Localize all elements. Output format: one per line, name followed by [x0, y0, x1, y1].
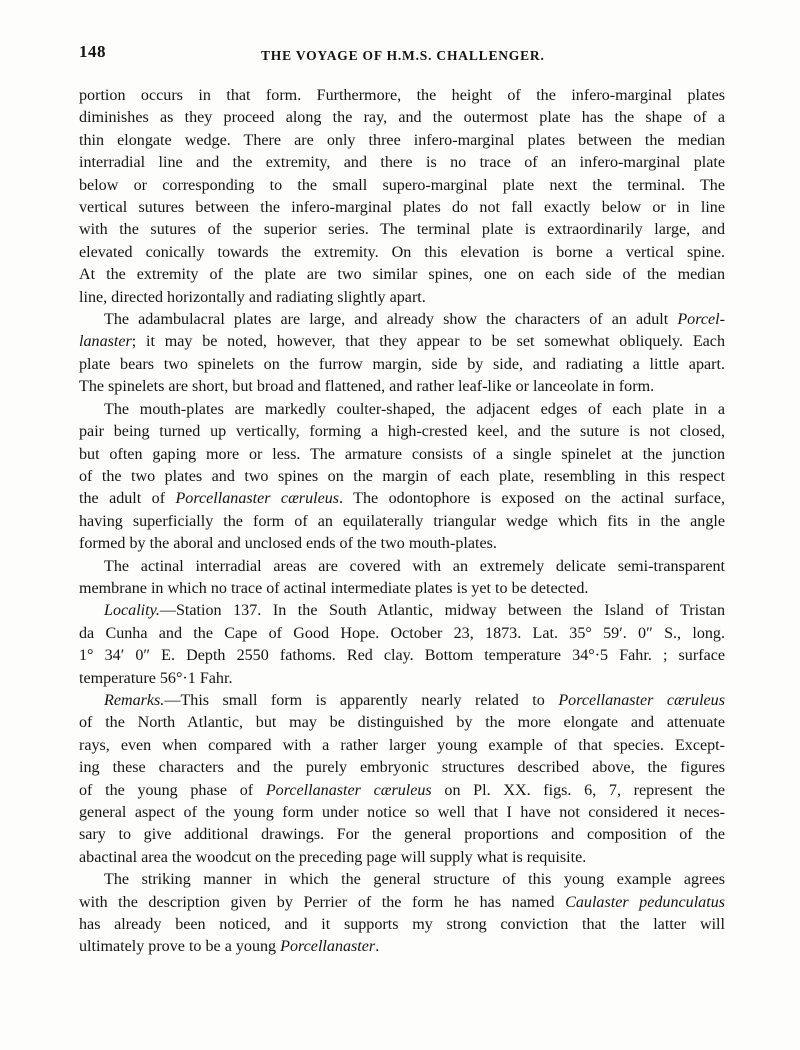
text-line: of the young phase of Porcellanaster cæruleus on Pl. XX. figs. 6, 7, represent the	[79, 781, 726, 799]
paragraph	[79, 600, 725, 690]
text-line: with the description given by Perrier of the form he has named Caulaster pedunculatus	[79, 893, 725, 911]
text-line: 1° 34′ 0″ E. Depth 2550 fathoms. Red clay. Bottom temperature 34°·5 Fahr. ; surface	[79, 647, 725, 665]
page-number: 148	[79, 42, 106, 61]
paragraph	[79, 399, 725, 556]
text-line: At the extremity of the plate are two similar spines, one on each side of the median	[79, 266, 725, 284]
text-line: sary to give additional drawings. For the general proportions and composition of the	[79, 826, 725, 844]
text-line: The mouth-plates are markedly coulter-shaped, the adjacent edges of each plate in a	[104, 400, 725, 418]
text-line: pair being turned up vertically, forming a high-crested keel, and the suture is not closed,	[79, 423, 725, 441]
italic-phrase: Locality.	[104, 602, 160, 620]
italic-phrase: Porcellanaster	[280, 938, 376, 956]
text-line: The striking manner in which the general structure of this young example agrees	[104, 871, 725, 889]
text-line: below or corresponding to the small supero-marginal plate next the terminal. The	[79, 176, 725, 194]
text-line: interradial line and the extremity, and there is no trace of an infero-marginal plate	[79, 154, 725, 172]
text-line: elevated conically towards the extremity. On this elevation is borne a vertical spine.	[79, 243, 725, 261]
text-line: abactinal area the woodcut on the preceding page will supply what is requisite.	[79, 848, 587, 866]
text-line: The actinal interradial areas are covered with an extremely delicate semi-transparent	[104, 557, 725, 575]
italic-phrase: lanaster	[79, 333, 132, 351]
text-line: The spinelets are short, but broad and flattened, and rather leaf-like or lanceolate in form.	[79, 378, 655, 396]
text-line: the adult of Porcellanaster cæruleus. The odontophore is exposed on the actinal surface,	[79, 490, 725, 508]
text-line: line, directed horizontally and radiating slightly apart.	[79, 288, 426, 306]
text-line: of the two plates and two spines on the margin of each plate, resembling in this respect	[79, 467, 725, 485]
text-line: temperature 56°·1 Fahr.	[79, 669, 233, 687]
paragraph	[79, 85, 725, 309]
text-line: portion occurs in that form. Furthermore, the height of the infero-marginal plates	[79, 87, 725, 104]
paragraph	[79, 690, 725, 869]
italic-phrase: Porcellanaster cæruleus	[265, 781, 432, 799]
italic-phrase: Remarks.	[104, 691, 165, 709]
paragraph	[79, 309, 725, 399]
text-line: but often gaping more or less. The armature consists of a single spinelet at the junction	[79, 445, 725, 463]
text-line: thin elongate wedge. There are only three infero-marginal plates between the median	[79, 131, 725, 149]
text-line: having superficially the form of an equilaterally triangular wedge which fits in the angle	[79, 512, 725, 530]
page-header	[79, 42, 723, 68]
italic-phrase: Porcel-	[677, 311, 725, 329]
text-line: general aspect of the young form under notice so well that I have not considered it neces-	[79, 804, 725, 821]
text-line: rays, even when compared with a rather larger young example of that species. Except-	[79, 736, 725, 754]
text-line: The adambulacral plates are large, and already show the characters of an adult Porcel-	[104, 311, 725, 329]
italic-phrase: Porcellanaster cæruleus	[175, 490, 340, 508]
text-line: of the North Atlantic, but may be distinguished by the more elongate and attenuate	[79, 714, 725, 732]
text-line: has already been noticed, and it supports my strong conviction that the latter will	[79, 916, 725, 934]
running-title: THE VOYAGE OF H.M.S. CHALLENGER.	[261, 48, 545, 63]
italic-phrase: Caulaster pedunculatus	[565, 893, 725, 911]
text-line: ing these characters and the purely embryonic structures described above, the figures	[79, 759, 725, 777]
text-line: ultimately prove to be a young Porcellanaster.	[79, 938, 380, 956]
text-line: da Cunha and the Cape of Good Hope. October 23, 1873. Lat. 35° 59′. 0″ S., long.	[79, 624, 725, 642]
text-line: membrane in which no trace of actinal intermediate plates is yet to be detected.	[79, 579, 589, 597]
text-line: diminishes as they proceed along the ray, and the outermost plate has the shape of a	[79, 109, 725, 127]
text-line: lanaster; it may be noted, however, that they appear to be set somewhat obliquely. Each	[79, 333, 725, 351]
text-line: plate bears two spinelets on the furrow margin, side by side, and radiating a little apart.	[79, 355, 725, 373]
text-line: Locality.—Station 137. In the South Atlantic, midway between the Island of Tristan	[104, 602, 725, 620]
paragraph	[79, 869, 725, 959]
text-line: Remarks.—This small form is apparently nearly related to Porcellanaster cæruleus	[104, 691, 725, 709]
body-text	[79, 85, 725, 959]
text-line: vertical sutures between the infero-marginal plates do not fall exactly below or in line	[79, 199, 725, 217]
italic-phrase: Porcellanaster cæruleus	[558, 691, 725, 709]
paragraph	[79, 556, 725, 601]
text-line: formed by the aboral and unclosed ends of the two mouth-plates.	[79, 535, 497, 553]
text-line: with the sutures of the superior series. The terminal plate is extraordinarily large, and	[79, 221, 725, 239]
